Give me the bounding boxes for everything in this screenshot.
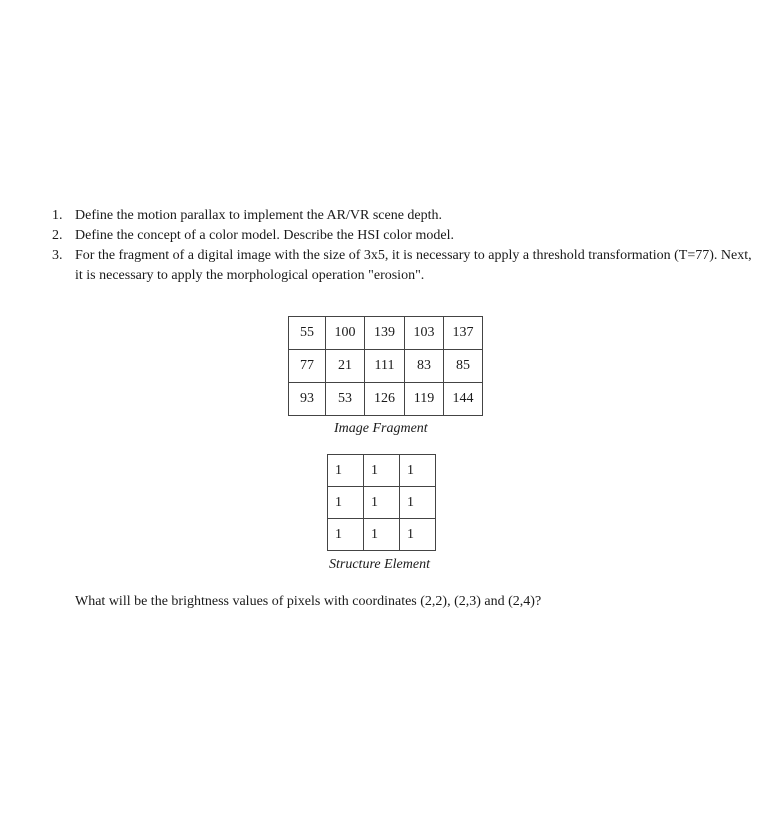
final-question: What will be the brightness values of pixels with coordinates (2,2), (2,3) and (2,4)? <box>75 594 542 609</box>
structure-element-caption: Structure Element <box>329 557 430 572</box>
question-number: 3. <box>52 248 63 263</box>
question-2 <box>52 226 752 246</box>
table-cell: 77 <box>289 350 326 383</box>
table-cell: 1 <box>328 487 364 519</box>
table-cell: 137 <box>444 317 483 350</box>
table-cell: 1 <box>400 455 436 487</box>
table-cell: 103 <box>405 317 444 350</box>
question-number: 2. <box>52 228 63 243</box>
table-cell: 93 <box>289 383 326 416</box>
table-row <box>328 487 436 519</box>
table-cell: 144 <box>444 383 483 416</box>
table-cell: 1 <box>364 487 400 519</box>
structure-element-table <box>327 454 436 551</box>
table-cell: 1 <box>400 519 436 551</box>
table-row <box>328 519 436 551</box>
question-text: For the fragment of a digital image with the size of 3x5, it is necessary to apply a threshold transformation (T=77). Next, it is necessary to apply the morphological operation "erosion". <box>75 248 752 283</box>
table-cell: 1 <box>364 455 400 487</box>
table-row <box>328 455 436 487</box>
table-cell: 1 <box>328 455 364 487</box>
question-number: 1. <box>52 208 63 223</box>
question-text: Define the concept of a color model. Describe the HSI color model. <box>75 228 455 243</box>
table-row <box>289 317 483 350</box>
table-cell: 1 <box>328 519 364 551</box>
table-cell: 126 <box>365 383 405 416</box>
table-cell: 119 <box>405 383 444 416</box>
table-cell: 1 <box>400 487 436 519</box>
question-list <box>52 206 752 286</box>
table-cell: 100 <box>326 317 365 350</box>
table-cell: 55 <box>289 317 326 350</box>
table-cell: 111 <box>365 350 405 383</box>
table-row <box>289 350 483 383</box>
table-cell: 1 <box>364 519 400 551</box>
question-text: Define the motion parallax to implement the AR/VR scene depth. <box>75 208 443 223</box>
table-cell: 85 <box>444 350 483 383</box>
table-cell: 53 <box>326 383 365 416</box>
table-cell: 21 <box>326 350 365 383</box>
image-fragment-table <box>288 316 483 416</box>
table-cell: 83 <box>405 350 444 383</box>
question-1 <box>52 206 752 226</box>
question-3 <box>52 246 752 286</box>
table-row <box>289 383 483 416</box>
image-fragment-caption: Image Fragment <box>334 421 428 436</box>
table-cell: 139 <box>365 317 405 350</box>
